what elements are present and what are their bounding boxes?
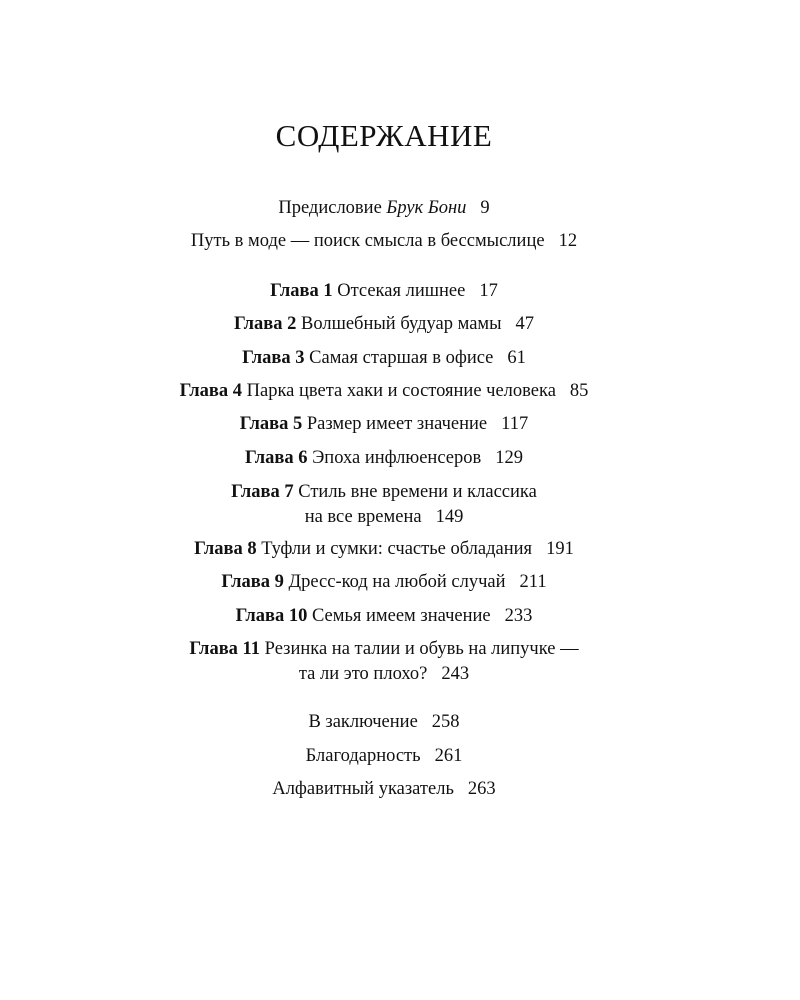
entry-page: 149 bbox=[435, 507, 464, 527]
toc-entry-chapter-5[interactable] bbox=[0, 412, 768, 436]
entry-page: 17 bbox=[479, 281, 498, 301]
chapter-title-cont: на все времена bbox=[304, 507, 422, 527]
chapter-title: Размер имеет значение bbox=[306, 414, 488, 434]
toc-entry-chapter-4[interactable] bbox=[0, 379, 768, 403]
toc-entry-chapter-3[interactable] bbox=[0, 346, 768, 370]
toc-entry-conclusion[interactable] bbox=[0, 710, 768, 734]
chapter-title: Семья имеем значение bbox=[311, 606, 491, 626]
chapter-label: Глава 11 bbox=[189, 639, 261, 659]
toc-entry-chapter-11[interactable] bbox=[0, 637, 768, 661]
entry-title: Путь в моде — поиск смысла в бессмыслице bbox=[190, 231, 545, 251]
toc-entry-chapter-2[interactable] bbox=[0, 312, 768, 336]
chapter-label: Глава 8 bbox=[194, 539, 257, 559]
toc-entry-chapter-9[interactable] bbox=[0, 570, 768, 594]
toc-entry-preface[interactable] bbox=[0, 196, 768, 220]
chapter-title: Резинка на талии и обувь на липучке — bbox=[264, 639, 579, 659]
chapter-label: Глава 10 bbox=[235, 606, 308, 626]
entry-title: Алфавитный указатель bbox=[272, 779, 454, 799]
chapter-label: Глава 5 bbox=[239, 414, 303, 434]
toc-entry-intro[interactable] bbox=[0, 229, 768, 253]
chapter-title: Стиль вне времени и классика bbox=[298, 482, 537, 502]
chapter-title: Волшебный будуар мамы bbox=[301, 314, 502, 334]
entry-page: 261 bbox=[434, 746, 463, 766]
toc-entry-index[interactable] bbox=[0, 777, 768, 801]
entry-page: 211 bbox=[519, 572, 547, 592]
toc-entry-acknowledgements[interactable] bbox=[0, 744, 768, 768]
chapter-title: Эпоха инфлюенсеров bbox=[312, 448, 482, 468]
entry-title: Благодарность bbox=[305, 746, 421, 766]
chapter-title: Парка цвета хаки и состояние человека bbox=[246, 381, 556, 401]
entry-page: 85 bbox=[569, 381, 589, 401]
toc-entry-chapter-11-cont[interactable] bbox=[0, 662, 768, 686]
entry-author: Брук Бони bbox=[386, 198, 467, 218]
chapter-title: Дресс-код на любой случай bbox=[288, 572, 506, 592]
toc-entry-chapter-7[interactable] bbox=[0, 480, 768, 504]
toc-entry-chapter-8[interactable] bbox=[0, 537, 768, 561]
entry-page: 243 bbox=[441, 664, 470, 684]
chapter-label: Глава 7 bbox=[231, 482, 294, 502]
chapter-label: Глава 3 bbox=[242, 348, 305, 368]
chapter-title-cont: та ли это плохо? bbox=[298, 664, 428, 684]
chapter-label: Глава 6 bbox=[245, 448, 308, 468]
chapter-title: Туфли и сумки: счастье обладания bbox=[261, 539, 533, 559]
chapter-title: Самая старшая в офисе bbox=[309, 348, 494, 368]
entry-page: 12 bbox=[558, 231, 578, 251]
toc-entry-chapter-1[interactable] bbox=[0, 279, 768, 303]
entry-page: 258 bbox=[431, 712, 460, 732]
chapter-title: Отсекая лишнее bbox=[337, 281, 466, 301]
page-title: СОДЕРЖАНИЕ bbox=[275, 118, 493, 153]
entry-page: 9 bbox=[480, 198, 490, 218]
toc-entry-chapter-7-cont[interactable] bbox=[0, 505, 768, 529]
chapter-label: Глава 1 bbox=[270, 281, 333, 301]
chapter-label: Глава 9 bbox=[221, 572, 284, 592]
toc-entry-chapter-10[interactable] bbox=[0, 604, 768, 628]
entry-page: 263 bbox=[467, 779, 496, 799]
entry-page: 233 bbox=[504, 606, 533, 626]
toc-entry-chapter-6[interactable] bbox=[0, 446, 768, 470]
chapter-label: Глава 2 bbox=[233, 314, 297, 334]
entry-page: 47 bbox=[515, 314, 535, 334]
entry-page: 129 bbox=[495, 448, 523, 468]
chapter-label: Глава 4 bbox=[179, 381, 243, 401]
entry-title: В заключение bbox=[308, 712, 418, 732]
entry-title: Предисловие bbox=[278, 198, 382, 218]
entry-page: 61 bbox=[507, 348, 526, 368]
entry-page: 191 bbox=[546, 539, 574, 559]
entry-page: 117 bbox=[501, 414, 529, 434]
